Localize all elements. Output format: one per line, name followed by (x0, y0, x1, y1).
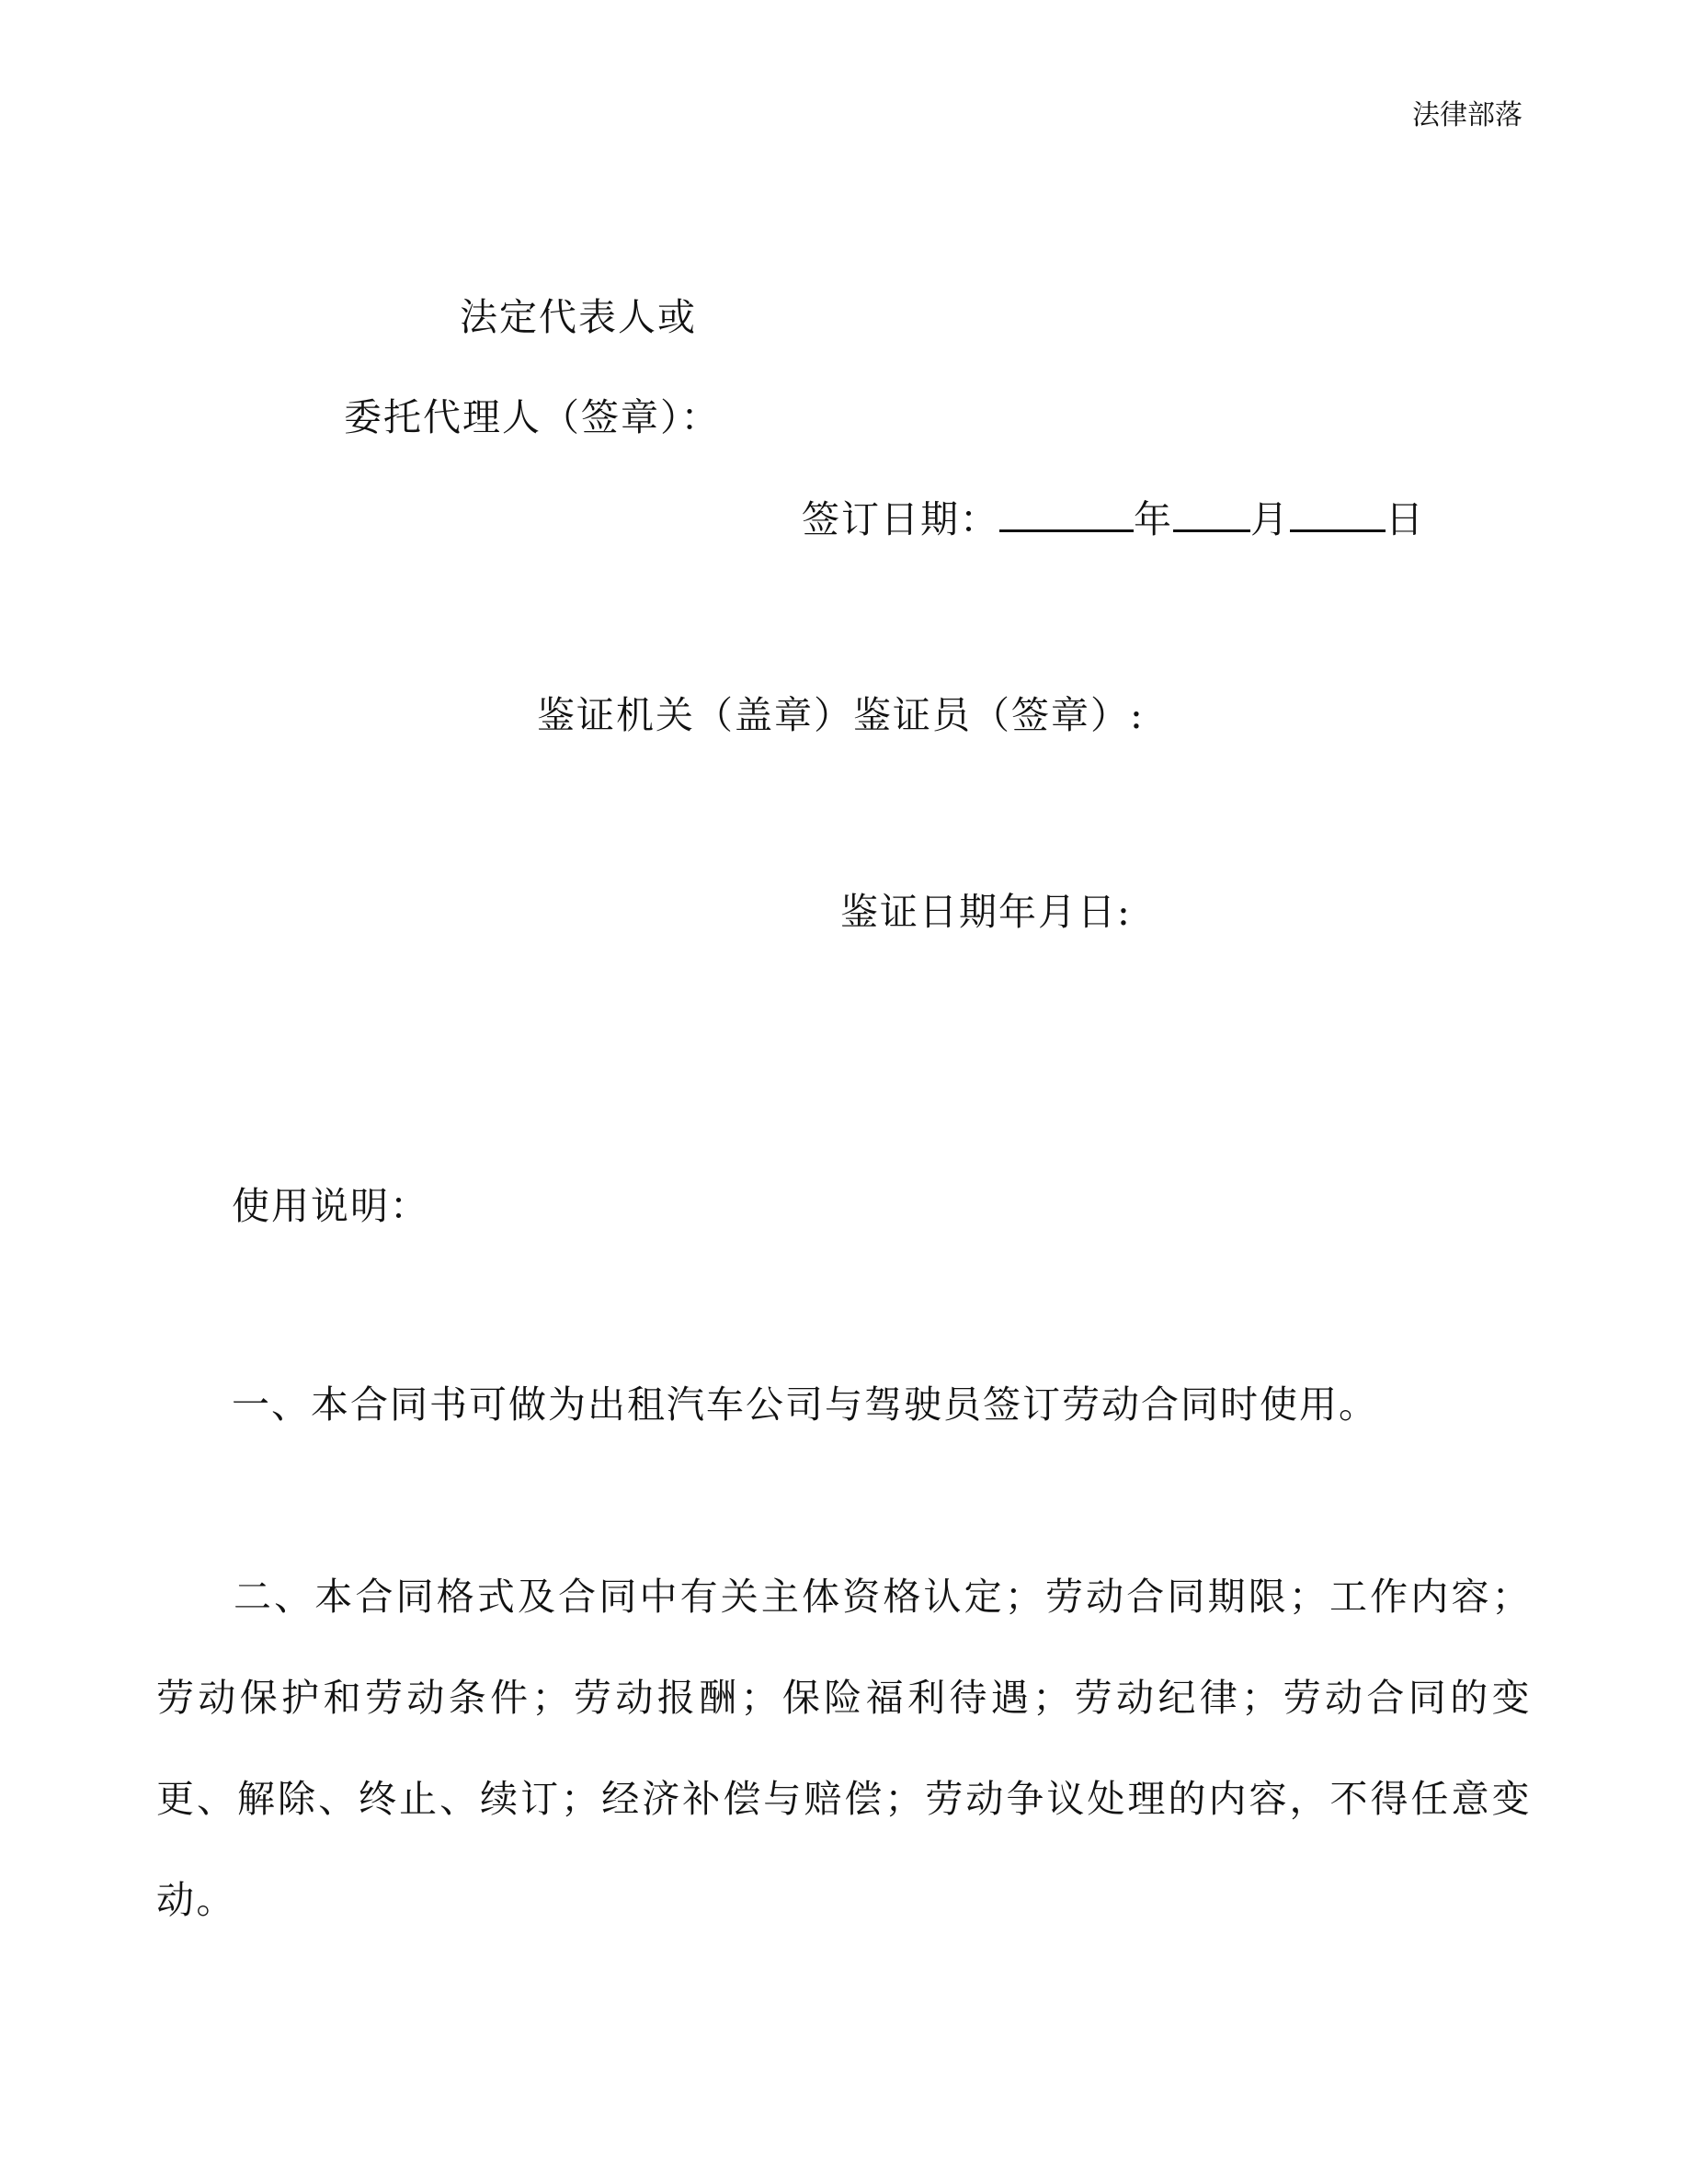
instruction-item-2: 二、本合同格式及合同中有关主体资格认定；劳动合同期限；工作内容；劳动保护和劳动条件；劳动报酬；保险福利待遇；劳动纪律；劳动合同的变更、解除、终止、续订；经济补偿与赔偿；劳动争议处理的内容，不得任意变动。 (156, 1575, 1532, 1922)
authorized-agent-signature-label: 委托代理人（签章）： (344, 395, 721, 439)
legal-representative-label: 法定代表人或 (460, 295, 697, 339)
authentication-authority-line: 鉴证机关（盖章）鉴证员（签章）: (537, 693, 1145, 737)
signing-date-label: 签订日期： (802, 497, 999, 541)
year-blank (999, 489, 1134, 532)
month-label: 月 (1250, 497, 1290, 541)
day-blank (1290, 489, 1386, 532)
authentication-date-line: 鉴证日期年月日: (840, 890, 1132, 934)
day-label: 日 (1386, 497, 1425, 541)
month-blank (1173, 489, 1250, 532)
instructions-heading: 使用说明： (232, 1184, 429, 1228)
instruction-item-1: 一、本合同书可做为出租汽车公司与驾驶员签订劳动合同时使用。 (232, 1382, 1378, 1427)
signing-date-line (802, 489, 1425, 547)
page-header-site-name: 法律部落 (1412, 99, 1523, 131)
year-label: 年 (1134, 497, 1173, 541)
